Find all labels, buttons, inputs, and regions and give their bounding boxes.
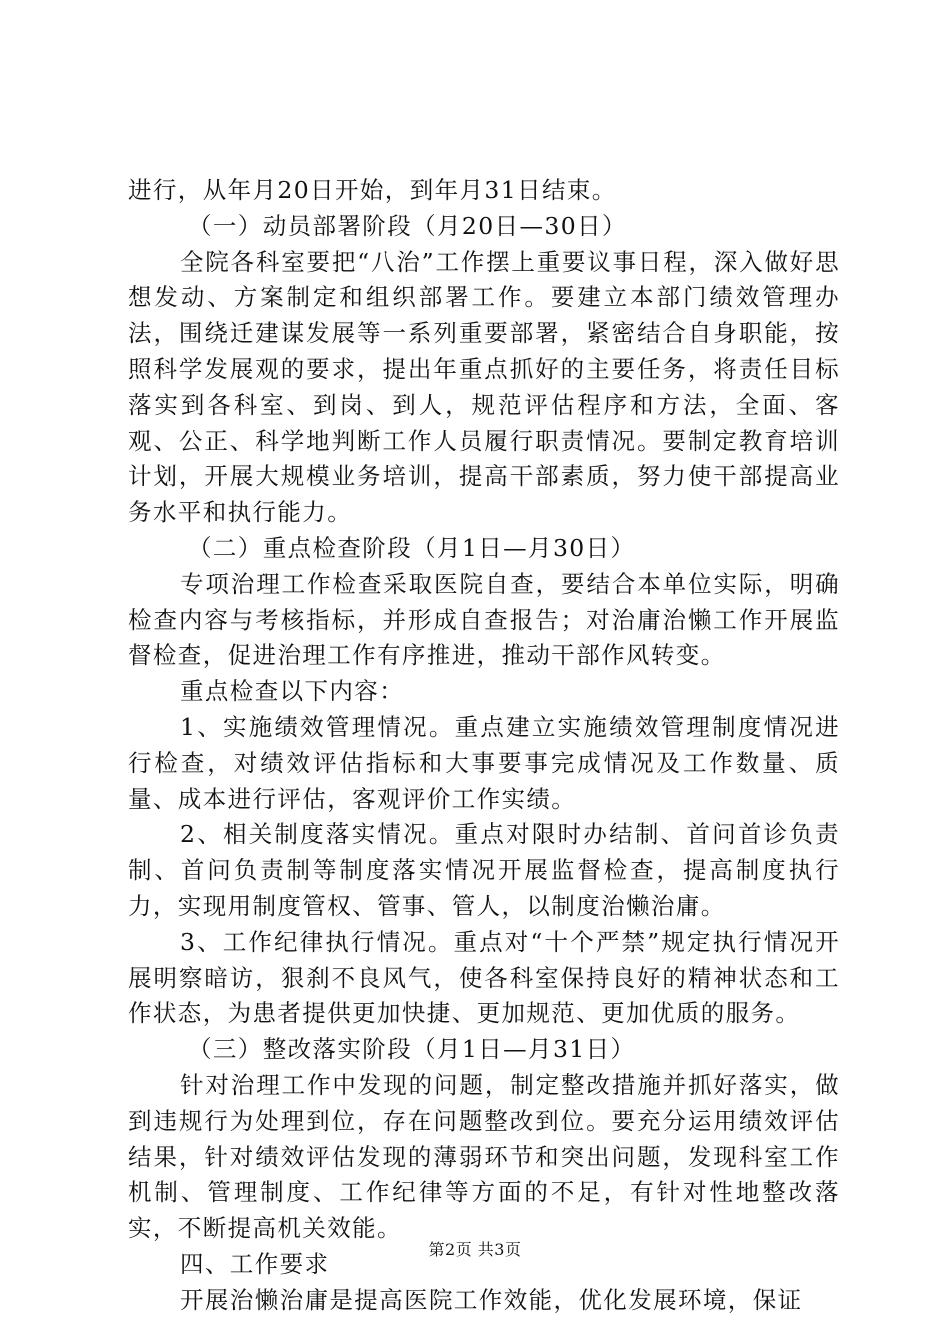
section-heading-mobilization: （一）动员部署阶段（月20日—30日）	[188, 211, 627, 240]
section-heading-inspection: （二）重点检查阶段（月1日—月30日）	[188, 533, 636, 562]
paragraph-requirements: 开展治懒治庸是提高医院工作效能，优化发展环境，保证	[180, 1285, 803, 1314]
document-body	[128, 173, 840, 1319]
paragraph-inspection-items-intro: 重点检查以下内容：	[180, 677, 405, 706]
paragraph-continuation: 进行，从年月20日开始，到年月31日结束。	[128, 176, 617, 204]
section-heading-rectification: （三）整改落实阶段（月1日—月31日）	[188, 1035, 636, 1064]
page-number-footer: 第2页 共3页	[428, 1240, 522, 1259]
paragraph-mobilization: 全院各科室要把“八治”工作摆上重要议事日程，深入做好思想发动、方案制定和组织部署工作。要建立本部门绩效管理办法，围绕迁建谋发展等一系列重要部署，紧密结合自身职能，按照科学发展观的要求，提出年重点抓好的主要任务，将责任目标落实到各科室、到岗、到人，规范评估程序和方法，全面、客观、公正、科学地判断工作人员履行职责情况。要制定教育培训计划，开展大规模业务培训，提高干部素质，努力使干部提高业务水平和执行能力。	[128, 247, 840, 527]
paragraph-inspection: 专项治理工作检查采取医院自查，要结合本单位实际，明确检查内容与考核指标，并形成自查报告；对治庸治懒工作开展监督检查，促进治理工作有序推进，推动干部作风转变。	[128, 569, 840, 670]
list-item-discipline: 3、工作纪律执行情况。重点对“十个严禁”规定执行情况开展明察暗访，狠刹不良风气，使各科室保持良好的精神状态和工作状态，为患者提供更加快捷、更加规范、更加优质的服务。	[128, 927, 840, 1028]
list-item-performance: 1、实施绩效管理情况。重点建立实施绩效管理制度情况进行检查，对绩效评估指标和大事要事完成情况及工作数量、质量、成本进行评估，客观评价工作实绩。	[128, 712, 840, 813]
paragraph-rectification: 针对治理工作中发现的问题，制定整改措施并抓好落实，做到违规行为处理到位，存在问题整改到位。要充分运用绩效评估结果，针对绩效评估发现的薄弱环节和突出问题，发现科室工作机制、管理制度、工作纪律等方面的不足，有针对性地整改落实，不断提高机关效能。	[128, 1070, 840, 1243]
section-heading-requirements: 四、工作要求	[180, 1249, 330, 1278]
list-item-regulations: 2、相关制度落实情况。重点对限时办结制、首问首诊负责制、首问负责制等制度落实情况开展监督检查，提高制度执行力，实现用制度管权、管事、管人，以制度治懒治庸。	[128, 820, 840, 920]
